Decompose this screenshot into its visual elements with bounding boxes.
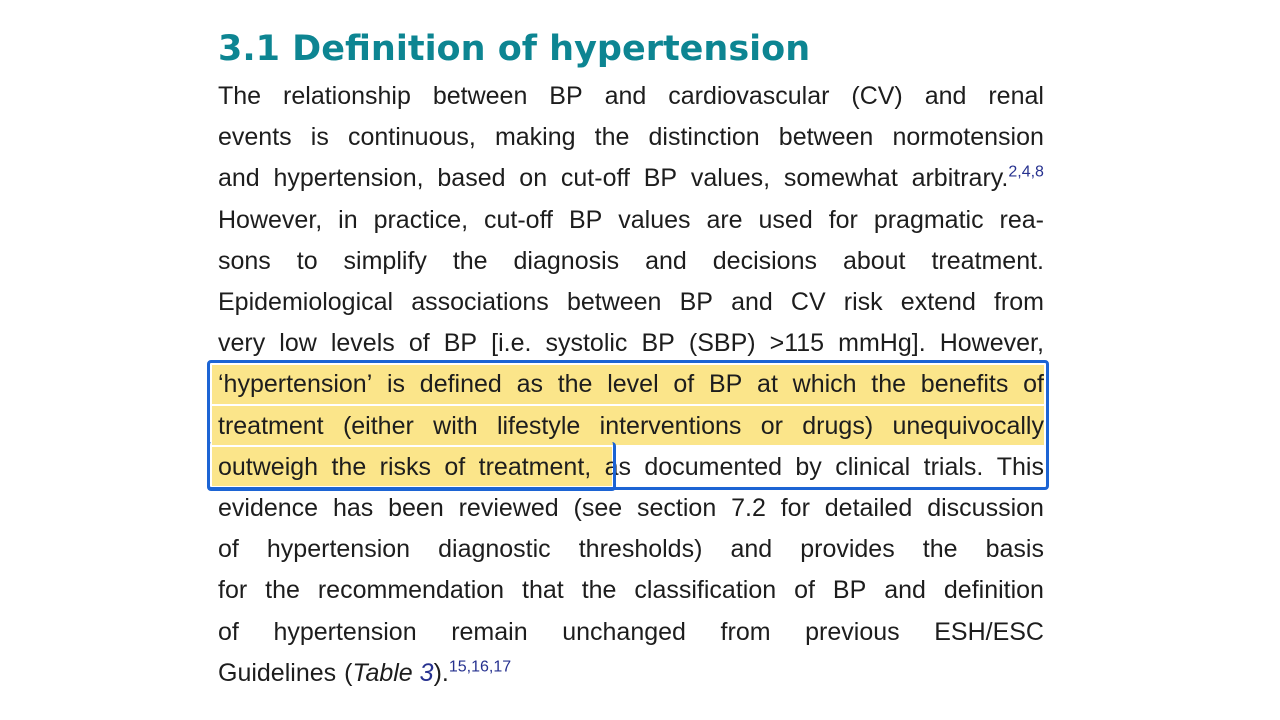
word: trials. bbox=[923, 452, 984, 481]
word: lifestyle bbox=[496, 411, 581, 440]
word: BP bbox=[568, 205, 603, 234]
word: of bbox=[794, 576, 815, 605]
word: the bbox=[871, 370, 907, 399]
open-paren: ( bbox=[344, 658, 353, 687]
word: of bbox=[408, 329, 430, 358]
text-line-10 bbox=[218, 447, 1044, 488]
word: diagnosis bbox=[513, 246, 620, 275]
citation-reference[interactable]: 15,16,17 bbox=[448, 658, 512, 676]
word: basis bbox=[985, 535, 1044, 564]
text-line-11 bbox=[218, 488, 1044, 529]
word: by bbox=[795, 452, 822, 481]
word: of bbox=[673, 370, 695, 399]
text-line-8 bbox=[218, 364, 1044, 405]
word: of bbox=[218, 617, 239, 646]
word: This bbox=[996, 452, 1044, 481]
citation-reference[interactable]: 2,4,8 bbox=[1008, 164, 1044, 182]
close-paren: ). bbox=[433, 658, 449, 687]
word: the bbox=[452, 246, 488, 275]
word: been bbox=[388, 494, 444, 522]
text-line-7 bbox=[218, 323, 1044, 364]
word: the bbox=[557, 370, 593, 399]
word: ESH/ESC bbox=[934, 617, 1044, 646]
word: on bbox=[519, 164, 548, 193]
word: BP bbox=[549, 82, 583, 110]
word: renal bbox=[988, 82, 1044, 110]
word: unchanged bbox=[562, 617, 686, 646]
word: is bbox=[387, 370, 406, 399]
word: the bbox=[581, 576, 617, 605]
word: or bbox=[760, 411, 783, 440]
word: hypertension bbox=[266, 535, 411, 564]
text-line-5 bbox=[218, 241, 1044, 282]
word: making bbox=[494, 123, 576, 152]
word: used bbox=[758, 205, 813, 234]
word: values bbox=[618, 205, 691, 234]
table-citation bbox=[344, 653, 511, 694]
word: rea- bbox=[999, 205, 1044, 234]
word: the bbox=[594, 123, 630, 152]
table-link[interactable]: 3 bbox=[419, 658, 434, 687]
word: (CV) bbox=[851, 82, 903, 110]
word: unequivocally bbox=[892, 411, 1044, 440]
word: distinction bbox=[648, 123, 760, 152]
word: documented bbox=[644, 452, 783, 481]
word: [i.e. bbox=[491, 329, 532, 358]
word: of bbox=[1023, 370, 1044, 399]
word: provides bbox=[800, 535, 895, 564]
word: treatment. bbox=[931, 246, 1044, 275]
word: recommendation bbox=[317, 576, 505, 605]
word: and bbox=[645, 246, 687, 275]
word: 7.2 bbox=[731, 494, 766, 522]
word: of bbox=[218, 535, 239, 564]
text-line-6 bbox=[218, 282, 1044, 323]
word: cardiovascular bbox=[668, 82, 830, 110]
word: between bbox=[778, 123, 874, 152]
word: CV bbox=[790, 288, 826, 316]
word: previous bbox=[805, 617, 900, 646]
word: systolic bbox=[545, 329, 628, 358]
word: extend bbox=[900, 288, 976, 316]
word: pragmatic bbox=[873, 205, 984, 234]
word: relationship bbox=[283, 82, 411, 110]
word: Guidelines bbox=[218, 658, 337, 687]
word: in bbox=[338, 205, 358, 234]
word: the bbox=[331, 452, 367, 481]
word: are bbox=[706, 205, 743, 234]
word: sons bbox=[218, 246, 271, 275]
text-line-9 bbox=[218, 406, 1044, 447]
word: risks bbox=[379, 452, 432, 481]
word: at bbox=[757, 370, 778, 399]
word: the bbox=[265, 576, 300, 605]
table-label: Table bbox=[352, 658, 413, 687]
word: drugs) bbox=[802, 411, 874, 440]
word: treatment, bbox=[478, 452, 592, 481]
word: BP bbox=[832, 576, 867, 605]
word: between bbox=[566, 288, 662, 316]
word: events bbox=[218, 123, 292, 152]
word: BP bbox=[708, 370, 743, 399]
word: BP bbox=[641, 329, 675, 358]
word: is bbox=[310, 123, 329, 152]
word: from bbox=[720, 617, 771, 646]
word: which bbox=[792, 370, 857, 399]
word: discussion bbox=[927, 494, 1044, 522]
word: reviewed bbox=[458, 494, 559, 522]
word: ‘hypertension’ bbox=[218, 370, 373, 399]
word: simplify bbox=[343, 246, 427, 275]
word: for bbox=[218, 576, 248, 605]
word: has bbox=[332, 494, 374, 522]
word: and bbox=[730, 535, 773, 564]
word: to bbox=[296, 246, 318, 275]
word: (either bbox=[342, 411, 414, 440]
word: definition bbox=[943, 576, 1044, 605]
word: thresholds) bbox=[578, 535, 703, 564]
word: very bbox=[218, 329, 266, 358]
word: for bbox=[780, 494, 810, 522]
word: cut-off bbox=[560, 164, 630, 193]
text-line-15 bbox=[218, 653, 1044, 694]
word: (SBP) bbox=[688, 329, 756, 358]
word: normotension bbox=[892, 123, 1044, 152]
word: BP bbox=[643, 164, 678, 193]
word: evidence bbox=[218, 494, 319, 522]
word: BP bbox=[679, 288, 713, 316]
word: cut-off bbox=[483, 205, 554, 234]
text-line-4 bbox=[218, 200, 1044, 241]
text-line-3 bbox=[218, 158, 1044, 199]
word: defined bbox=[419, 370, 502, 399]
word: Epidemiological bbox=[218, 288, 394, 316]
word: However, bbox=[939, 329, 1044, 358]
word: low bbox=[279, 329, 317, 358]
section-heading: 3.1 Definition of hypertension bbox=[218, 29, 811, 69]
word: practice, bbox=[373, 205, 469, 234]
word: treatment bbox=[218, 411, 324, 440]
word: BP bbox=[443, 329, 478, 358]
text-line-2 bbox=[218, 117, 1044, 158]
word: section bbox=[637, 494, 717, 522]
word: and bbox=[731, 288, 773, 316]
word: detailed bbox=[824, 494, 913, 522]
word: the bbox=[922, 535, 958, 564]
word: between bbox=[432, 82, 528, 110]
word: as bbox=[604, 452, 632, 481]
word: hypertension bbox=[273, 617, 417, 646]
word: and bbox=[604, 82, 647, 110]
word: classification bbox=[634, 576, 777, 605]
word: interventions bbox=[599, 411, 742, 440]
word: continuous, bbox=[347, 123, 476, 152]
word: diagnostic bbox=[438, 535, 551, 564]
word: level bbox=[607, 370, 659, 399]
word: hypertension, bbox=[273, 164, 424, 193]
word: of bbox=[444, 452, 466, 481]
word: from bbox=[993, 288, 1044, 316]
word: decisions bbox=[712, 246, 817, 275]
word: (see bbox=[573, 494, 623, 522]
word: and bbox=[218, 164, 260, 193]
word: arbitrary.$^{2,4,8}$ bbox=[911, 164, 1044, 193]
word: However, bbox=[218, 205, 323, 234]
word: with bbox=[433, 411, 478, 440]
text-line-14 bbox=[218, 612, 1044, 653]
word: and bbox=[884, 576, 926, 605]
word: >115 bbox=[769, 329, 825, 358]
word: outweigh bbox=[218, 452, 319, 481]
text-line-13 bbox=[218, 570, 1044, 611]
word: and bbox=[924, 82, 967, 110]
word: benefits bbox=[920, 370, 1009, 399]
text-line-12 bbox=[218, 529, 1044, 570]
word: remain bbox=[451, 617, 528, 646]
word: for bbox=[828, 205, 858, 234]
body-paragraph bbox=[218, 76, 1044, 696]
word: based bbox=[437, 164, 506, 193]
word: about bbox=[842, 246, 906, 275]
word: levels bbox=[330, 329, 395, 358]
word: mmHg]. bbox=[838, 329, 926, 358]
word: The bbox=[218, 82, 262, 110]
word: clinical bbox=[835, 452, 911, 481]
word: risk bbox=[843, 288, 883, 316]
word: that bbox=[522, 576, 564, 605]
word: values, bbox=[690, 164, 771, 193]
text-line-1 bbox=[218, 76, 1044, 117]
word: associations bbox=[411, 288, 549, 316]
word: somewhat bbox=[783, 164, 898, 193]
word: as bbox=[516, 370, 543, 399]
